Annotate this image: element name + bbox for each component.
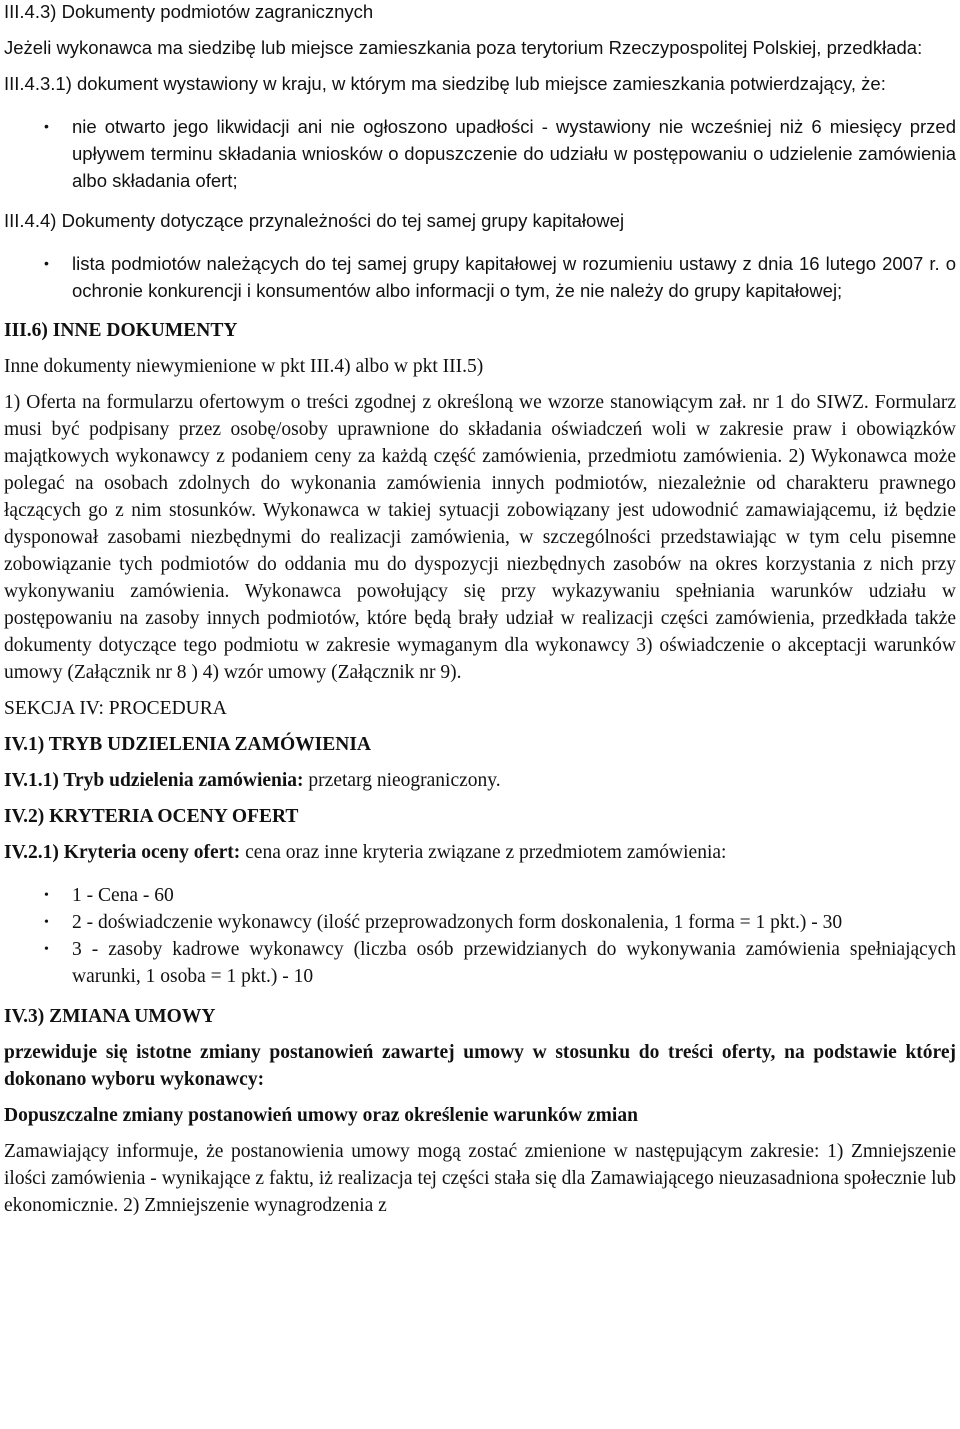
list-item (4, 936, 956, 990)
list-item (4, 882, 956, 909)
list-item (4, 250, 956, 304)
paragraph-contracting-authority-info: Zamawiający informuje, że postanowienia umowy mogą zostać zmienione w następującym zakresie: 1) Zmniejszenie ilości zamówienia - wynikające z faktu, iż realizacja tej części stała się dla Zamawiającego nieuzasadniona społecznie lub ekonomicznie. 2) Zmniejszenie wynagrodzenia z (4, 1141, 956, 1216)
list-item-text: 2 - doświadczenie wykonawcy (ilość przeprowadzonych form doskonalenia, 1 forma = 1 pkt.) - 30 (72, 912, 843, 933)
bullet-icon: • (44, 942, 49, 957)
bullet-icon: • (44, 888, 49, 903)
section-heading-iii-4-4: III.4.4) Dokumenty dotyczące przynależności do tej samej grupy kapitałowej (4, 210, 625, 231)
iv-1-1-value: przetarg nieograniczony. (303, 770, 501, 791)
list-item (4, 909, 956, 936)
iv-2-1-label: IV.2.1) Kryteria oceny ofert: (4, 842, 241, 863)
paragraph-foreign-entities: Jeżeli wykonawca ma siedzibę lub miejsce zamieszkania poza terytorium Rzeczypospolitej Polskiej, przedkłada: (4, 37, 923, 58)
section-heading-iii-4-3: III.4.3) Dokumenty podmiotów zagranicznych (4, 1, 374, 22)
paragraph-iv-2-1 (4, 839, 956, 866)
list-item-text: 1 - Cena - 60 (72, 885, 174, 906)
section-heading-sekcja-iv: SEKCJA IV: PROCEDURA (4, 698, 227, 719)
list-criteria (4, 882, 956, 990)
section-heading-iv-3: IV.3) ZMIANA UMOWY (4, 1006, 216, 1027)
bullet-icon: • (44, 255, 49, 271)
section-heading-iv-1: IV.1) TRYB UDZIELENIA ZAMÓWIENIA (4, 734, 372, 755)
paragraph-allowed-changes: Dopuszczalne zmiany postanowień umowy oraz określenie warunków zmian (4, 1105, 638, 1126)
paragraph-other-documents-details: 1) Oferta na formularzu ofertowym o treści zgodnej z określoną we wzorze stanowiącym zał. nr 1 do SIWZ. Formularz musi być podpisany przez osobę/osoby uprawnione do składania oświadczeń woli w zakresie praw i obowiązków majątkowych wykonawcy z podaniem ceny za każdą część zamówienia, przedmiotu zamówienia. 2) Wykonawca może polegać na osobach zdolnych do wykonania zamówienia innych podmiotów, niezależnie od charakteru prawnego łączących go z nim stosunków. Wykonawca w takiej sytuacji zobowiązany jest udowodnić zamawiającemu, iż będzie dysponował zasobami niezbędnymi do realizacji zamówienia, w szczególności przedstawiając w tym celu pisemne zobowiązanie tych podmiotów do oddania mu do dyspozycji niezbędnych zasobów na okres korzystania z nich przy wykonywaniu zamówienia. Wykonawca powołujący się przy wykazywaniu spełniania warunków udziału w postępowaniu na zasoby innych podmiotów, które będą brały udział w realizacji części zamówienia, przedkłada także dokumenty dotyczące tego podmiotu w zakresie wymaganym dla wykonawcy 3) oświadczenie o akceptacji warunków umowy (Załącznik nr 8 ) 4) wzór umowy (Załącznik nr 9). (4, 392, 956, 683)
paragraph-iv-3-changes: przewiduje się istotne zmiany postanowień zawartej umowy w stosunku do treści oferty, na podstawie której dokonano wyboru wykonawcy: (4, 1042, 956, 1090)
bullet-icon: • (44, 915, 49, 930)
list-item-text: nie otwarto jego likwidacji ani nie ogłoszono upadłości - wystawiony nie wcześniej niż 6 miesięcy przed upływem terminu składania wniosków o dopuszczenie do udziału w postępowaniu o udzielenie zamówienia albo składania ofert; (72, 116, 956, 191)
list-iii-4-4 (4, 250, 956, 304)
iv-2-1-value: cena oraz inne kryteria związane z przedmiotem zamówienia: (240, 842, 727, 863)
list-item-text: lista podmiotów należących do tej samej grupy kapitałowej w rozumieniu ustawy z dnia 16 lutego 2007 r. o ochronie konkurencji i konsumentów albo informacji o tym, że nie należy do grupy kapitałowej; (72, 253, 956, 301)
paragraph-iii-4-3-1: III.4.3.1) dokument wystawiony w kraju, w którym ma siedzibę lub miejsce zamieszkania potwierdzający, że: (4, 73, 886, 94)
section-heading-iii-6: III.6) INNE DOKUMENTY (4, 320, 238, 341)
list-item (4, 113, 956, 194)
section-heading-iv-2: IV.2) KRYTERIA OCENY OFERT (4, 806, 299, 827)
paragraph-iv-1-1 (4, 767, 956, 794)
paragraph-other-documents: Inne dokumenty niewymienione w pkt III.4) albo w pkt III.5) (4, 356, 484, 377)
bullet-icon: • (44, 118, 49, 134)
list-iii-4-3-1 (4, 113, 956, 194)
list-item-text: 3 - zasoby kadrowe wykonawcy (liczba osób przewidzianych do wykonywania zamówienia spełniających warunki, 1 osoba = 1 pkt.) - 10 (72, 939, 956, 987)
iv-1-1-label: IV.1.1) Tryb udzielenia zamówienia: (4, 770, 304, 791)
